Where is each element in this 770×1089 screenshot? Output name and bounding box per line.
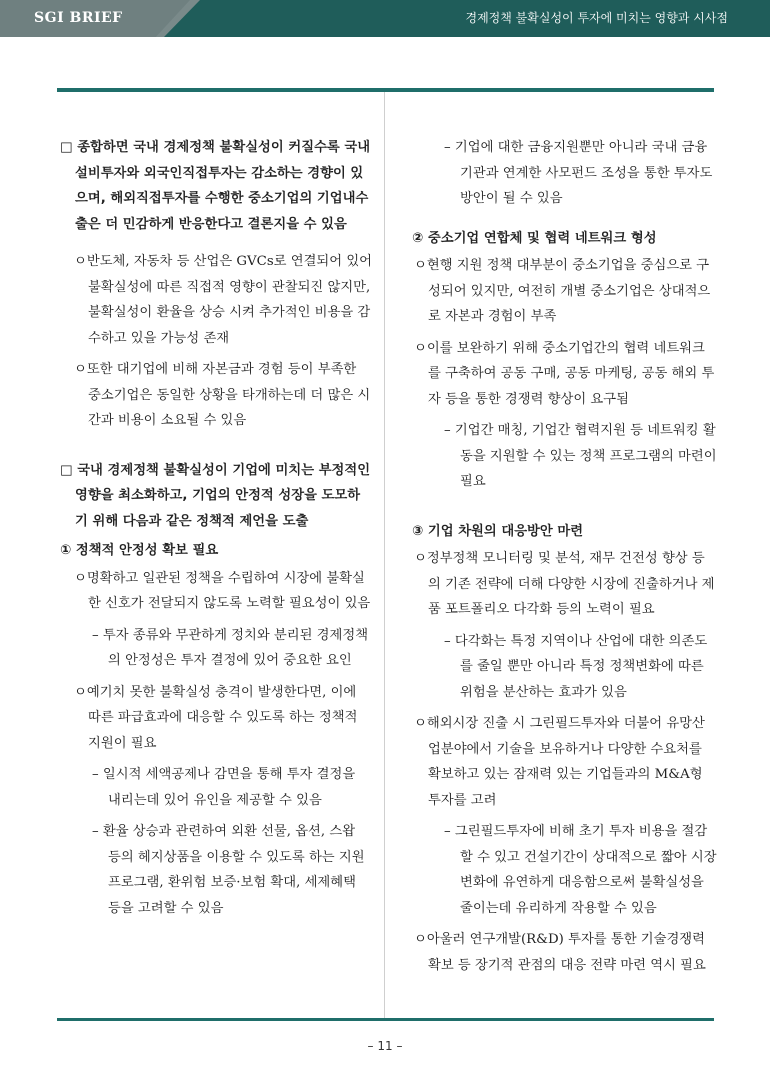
page-number: – 11 – xyxy=(367,1039,403,1053)
top-rule xyxy=(57,88,714,92)
header-title: 경제정책 불확실성이 투자에 미치는 영향과 시사점 xyxy=(465,11,728,25)
bullet-item: ㅇ반도체, 자동차 등 산업은 GVCs로 연결되어 있어 불확실성에 따른 직접적 영향이 관찰되진 않지만, 불확실성이 환율을 상승 시켜 추가적인 비용을 감수하고 있을 가능성 존재 xyxy=(74,254,373,346)
bullet-item: ㅇ또한 대기업에 비해 자본금과 경험 등이 부족한 중소기업은 동일한 상황을 타개하는데 더 많은 시간과 비용이 소요될 수 있음 xyxy=(74,362,371,428)
right-column xyxy=(412,135,717,984)
section-heading-2: ② 중소기업 연합체 및 협력 네트워크 형성 xyxy=(412,230,657,246)
proposal-paragraph: □ 국내 경제정책 불확실성이 기업에 미치는 부정적인 영향을 최소화하고, 기업의 안정적 성장을 도모하기 위해 다음과 같은 정책적 제언을 도출 xyxy=(60,462,371,529)
summary-paragraph: □ 종합하면 국내 경제정책 불확실성이 커질수록 국내 설비투자와 외국인직접투자는 감소하는 경향이 있으며, 해외직접투자를 수행한 중소기업의 기업내수출은 더 민감하게 반응한다고 결론지을 수 있음 xyxy=(60,140,371,232)
bullet-item: ㅇ아울러 연구개발(R&D) 투자를 통한 기술경쟁력 확보 등 장기적 관점의 대응 전략 마련 역시 필요 xyxy=(414,932,706,973)
bullet-item: ㅇ예기치 못한 불확실성 충격이 발생한다면, 이에 따른 파급효과에 대응할 수 있도록 하는 정책적 지원이 필요 xyxy=(74,684,358,751)
dash-item: – 기업에 대한 금융지원뿐만 아니라 국내 금융기관과 연계한 사모펀드 조성을 통한 투자도 방안이 될 수 있음 xyxy=(444,140,713,206)
left-column xyxy=(60,135,372,927)
section-heading-1: ① 정책적 안정성 확보 필요 xyxy=(60,543,219,558)
dash-item: – 환율 상승과 관련하여 외환 선물, 옵션, 스왑 등의 헤지상품을 이용할 수 있도록 하는 지원 프로그램, 환위험 보증·보험 확대, 세제혜택 등을 고려할 수 있음 xyxy=(92,824,365,916)
bullet-item: ㅇ현행 지원 정책 대부분이 중소기업을 중심으로 구성되어 있지만, 여전히 개별 중소기업은 상대적으로 자본과 경험이 부족 xyxy=(414,258,711,324)
brand-label: SGI BRIEF xyxy=(34,10,123,26)
bullet-item: ㅇ이를 보완하기 위해 중소기업간의 협력 네트워크를 구축하여 공동 구매, 공동 마케팅, 공동 해외 투자 등을 통한 경쟁력 향상이 요구됨 xyxy=(414,340,715,407)
section-heading-3: ③ 기업 차원의 대응방안 마련 xyxy=(412,523,584,539)
bottom-rule xyxy=(57,1018,714,1021)
dash-item: – 다각화는 특정 지역이나 산업에 대한 의존도를 줄일 뿐만 아니라 특정 정책변화에 따른 위험을 분산하는 효과가 있음 xyxy=(444,633,708,700)
page-header xyxy=(0,0,770,37)
dash-item: – 기업간 매칭, 기업간 협력지원 등 네트워킹 활동을 지원할 수 있는 정책 프로그램의 마련이 필요 xyxy=(444,423,717,489)
bullet-item: ㅇ해외시장 진출 시 그린필드투자와 더불어 유망산업분야에서 기술을 보유하거나 다양한 수요처를 확보하고 있는 잠재력 있는 기업들과의 M&A형 투자를 고려 xyxy=(414,716,705,808)
column-divider xyxy=(384,92,385,1018)
bullet-item: ㅇ명확하고 일관된 정책을 수립하여 시장에 불확실한 신호가 전달되지 않도록 노력할 필요성이 있음 xyxy=(74,570,371,611)
dash-item: – 그린필드투자에 비해 초기 투자 비용을 절감할 수 있고 건설기간이 상대적으로 짧아 시장변화에 유연하게 대응함으로써 불확실성을 줄이는데 유리하게 작용할 수 있음 xyxy=(444,824,717,916)
dash-item: – 일시적 세액공제나 감면을 통해 투자 결정을 내리는데 있어 유인을 제공할 수 있음 xyxy=(92,767,356,808)
bullet-item: ㅇ정부정책 모니터링 및 분석, 재무 건전성 향상 등의 기존 전략에 더해 다양한 시장에 진출하거나 제품 포트폴리오 다각화 등의 노력이 필요 xyxy=(414,551,715,617)
dash-item: – 투자 종류와 무관하게 정치와 분리된 경제정책의 안정성은 투자 결정에 있어 중요한 요인 xyxy=(92,627,369,668)
